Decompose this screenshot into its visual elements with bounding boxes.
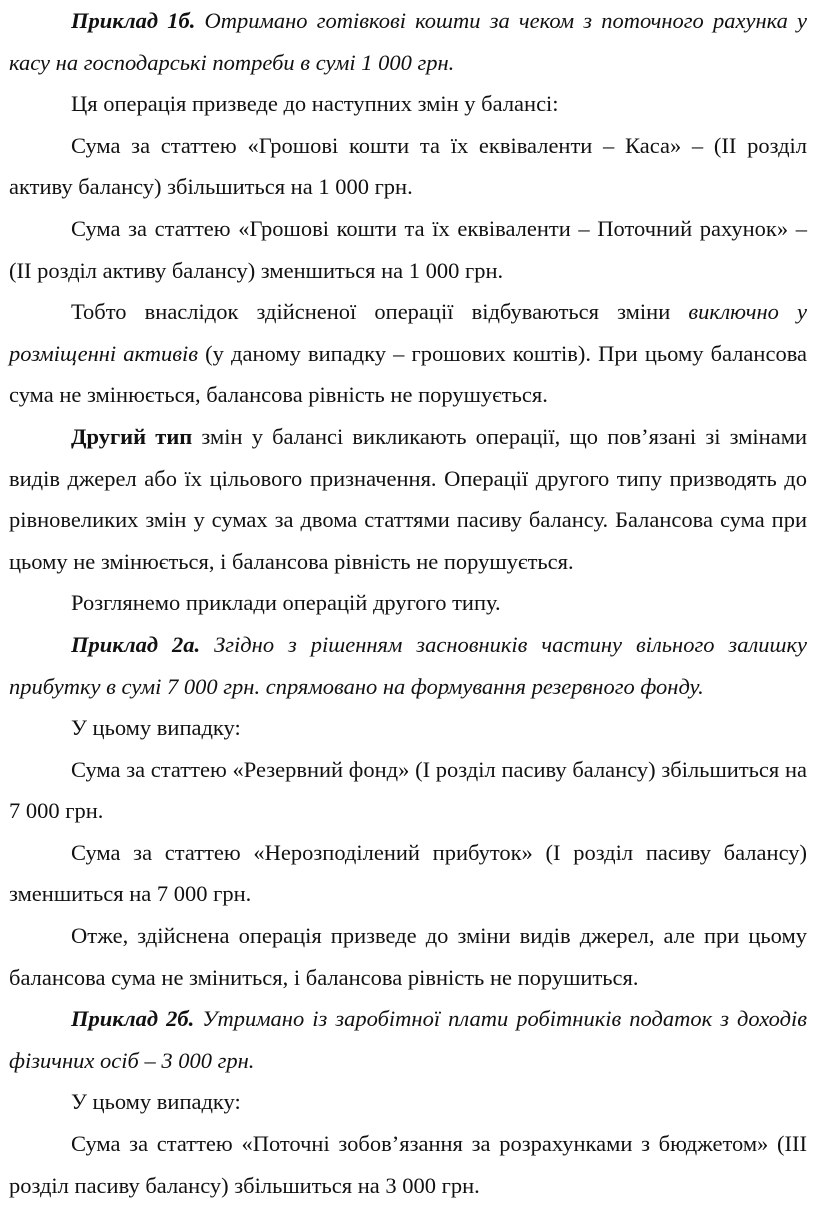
example-1b-text: Отримано готівкові кошти за чеком з поточного рахунка у касу на господарські потреби в сумі 1 000 грн. [9, 8, 807, 75]
retained-earnings-decrease-text: Сума за статтею «Нерозподілений прибуток» (І розділ пасиву балансу) зменшиться на 7 000 грн. [9, 839, 807, 907]
second-type-text: змін у балансі викликають операції, що пов’язані зі змінами видів джерел або їх цільового призначення. Операції другого типу призводять до рівновеликих змін у сумах за двома статтями пасиву балансу. Балансова сума при цьому не змінюється, і балансова рівність не порушується. [9, 423, 807, 574]
second-type-examples-intro-paragraph [9, 582, 807, 624]
second-type-label: Другий тип [71, 423, 193, 449]
second-type-examples-intro-text: Розглянемо приклади операцій другого типу. [71, 590, 501, 616]
example-2b-paragraph [9, 998, 807, 1081]
conclusion-2a-text: Отже, здійснена операція призведе до зміни видів джерел, але при цьому балансова сума не зміниться, і балансова рівність не порушиться. [9, 923, 807, 990]
example-1b-paragraph [9, 0, 807, 83]
case-2a-intro-text: У цьому випадку: [71, 715, 241, 741]
reserve-fund-increase-text: Сума за статтею «Резервний фонд» (І розділ пасиву балансу) збільшиться на 7 000 грн. [9, 756, 807, 824]
example-2a-text: Згідно з рішенням засновників частину вільного залишку прибутку в сумі 7 000 грн. спрямовано на формування резервного фонду. [9, 631, 808, 699]
retained-earnings-decrease-paragraph [9, 832, 807, 915]
asset-placement-text-after: (у даному випадку – грошових коштів). При цьому балансова сума не змінюється, балансова рівність не порушується. [9, 340, 808, 408]
budget-liabilities-increase-text: Сума за статтею «Поточні зобов’язання за розрахунками з бюджетом» (ІІІ розділ пасиву балансу) збільшиться на 3 000 грн. [9, 1131, 807, 1198]
current-account-decrease-paragraph [9, 208, 807, 291]
document-page [9, 0, 807, 1206]
second-type-paragraph [9, 416, 807, 582]
reserve-fund-increase-paragraph [9, 749, 807, 832]
cash-increase-paragraph [9, 125, 807, 208]
budget-liabilities-increase-paragraph [9, 1123, 807, 1206]
case-2b-intro-paragraph [9, 1081, 807, 1123]
asset-placement-text-before: Тобто внаслідок здійсненої операції відбуваються зміни [71, 299, 689, 325]
example-2b-text: Утримано із заробітної плати робітників податок з доходів фізичних осіб – 3 000 грн. [9, 1006, 808, 1073]
asset-placement-emphasis: виключно у розміщенні активів [9, 299, 807, 366]
cash-increase-text: Сума за статтею «Грошові кошти та їх еквіваленти – Каса» – (ІІ розділ активу балансу) збільшиться на 1 000 грн. [9, 132, 807, 200]
current-account-decrease-text: Сума за статтею «Грошові кошти та їх еквіваленти – Поточний рахунок» – (ІІ розділ активу балансу) зменшиться на 1 000 грн. [9, 215, 807, 283]
case-2a-intro-paragraph [9, 707, 807, 749]
example-2a-paragraph [9, 624, 807, 707]
example-2a-label: Приклад 2а. [71, 631, 201, 657]
conclusion-2a-paragraph [9, 915, 807, 998]
case-2b-intro-text: У цьому випадку: [71, 1089, 241, 1115]
example-1b-label: Приклад 1б. [71, 8, 196, 33]
changes-intro-paragraph [9, 83, 807, 125]
example-2b-label: Приклад 2б. [71, 1006, 195, 1032]
asset-placement-paragraph [9, 291, 807, 416]
changes-intro-text: Ця операція призведе до наступних змін у балансі: [71, 91, 559, 117]
